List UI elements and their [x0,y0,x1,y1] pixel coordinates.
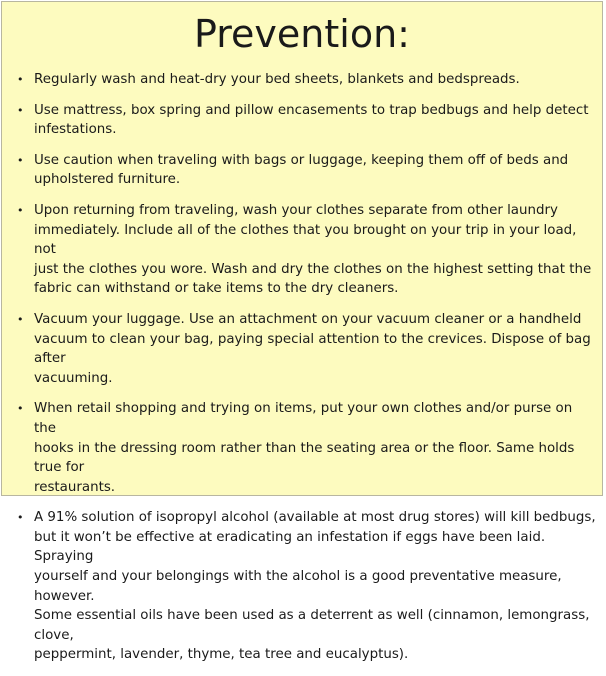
list-item [14,70,598,90]
list-item [14,151,598,190]
list-item-text: When retail shopping and trying on items, put your own clothes and/or purse on the hooks in the dressing room rather than the seating area or the floor. Same holds true for restaurants. [34,401,575,495]
list-item-text: Upon returning from traveling, wash your clothes separate from other laundry immediately. Include all of the clothes that you brought on your trip in your load, not just the clothes you wore. Wash and dry the clothes on the highest setting that the fabric can withstand or take items to the dry cleaners. [34,202,592,297]
bullet-icon: • [17,153,24,167]
list-item-text: A 91% solution of isopropyl alcohol (available at most drug stores) will kill bedbugs, but it won’t be effective at eradicating an infestation if eggs have been laid. Spraying yourself and your belongings with the alcohol is a good preventative measure, however. Some essential oils have been used as a deterrent as well (cinnamon, lemongrass, clove, peppermint, lavender, thyme, tea tree and eucalyptus). [34,510,596,663]
list-item [14,310,598,388]
list-item-text: Vacuum your luggage. Use an attachment on your vacuum cleaner or a handheld vacuum to clean your bag, paying special attention to the crevices. Dispose of bag after vacuuming. [34,311,591,386]
bullet-icon: • [17,73,24,86]
prevention-card [1,1,603,663]
page-title: Prevention: [194,12,410,56]
bullet-icon: • [17,103,24,117]
bullet-icon: • [17,402,24,416]
list-item [14,508,598,665]
list-item [14,201,598,299]
bullet-icon: • [17,203,24,217]
list-item-text: Use mattress, box spring and pillow encasements to trap bedbugs and help detect infestations. [34,102,589,138]
list-item [14,399,598,497]
prevention-list [14,70,598,676]
list-item-text: Regularly wash and heat-dry your bed sheets, blankets and bedspreads. [34,72,520,87]
list-item [14,101,598,140]
bullet-icon: • [17,511,24,525]
list-item-text: Use caution when traveling with bags or luggage, keeping them off of beds and upholstered furniture. [34,152,569,188]
bullet-icon: • [17,312,24,326]
